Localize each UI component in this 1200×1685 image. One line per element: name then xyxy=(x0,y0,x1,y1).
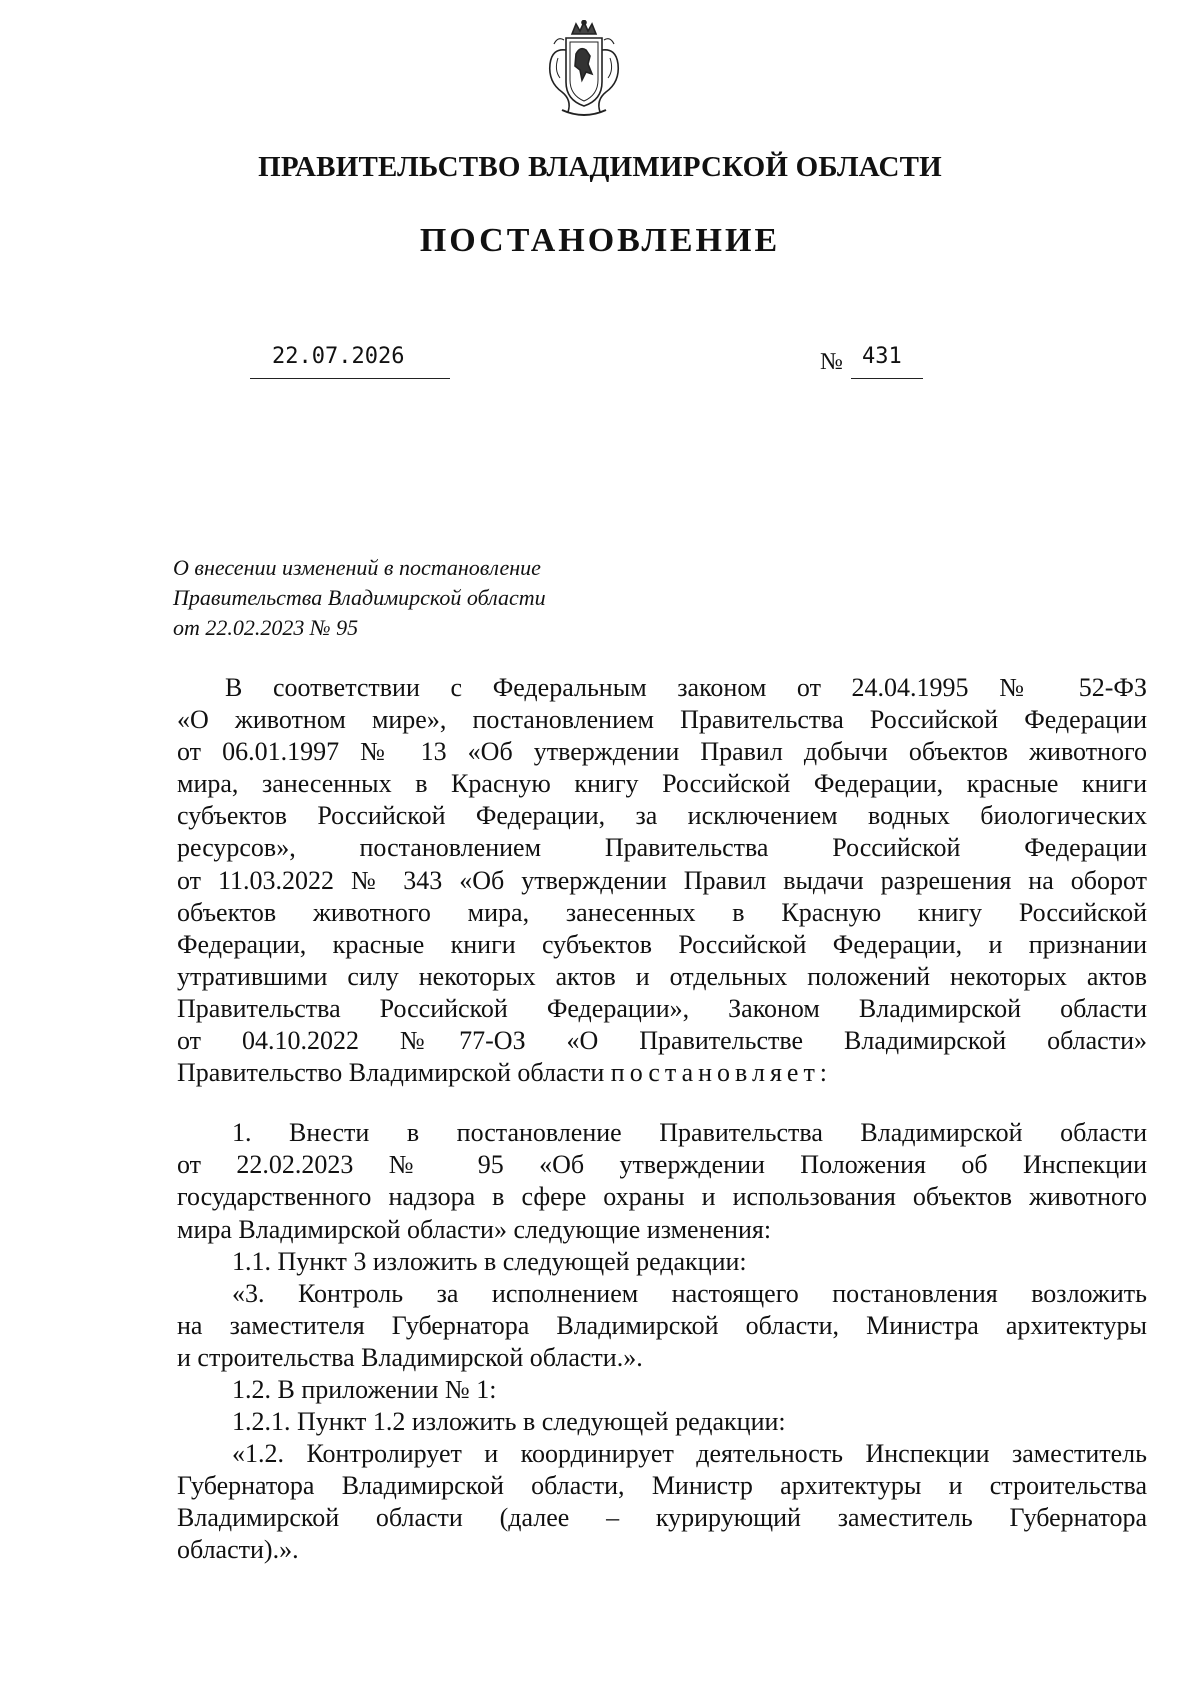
coat-of-arms-emblem xyxy=(542,20,626,122)
preamble-line: ресурсов», постановлением Правительства Российской Федерации xyxy=(177,833,1147,863)
preamble-line: мира, занесенных в Красную книгу Российской Федерации, красные книги xyxy=(177,769,1147,799)
document-body xyxy=(177,672,1147,1567)
number-value: 431 xyxy=(862,344,902,369)
point1-line: 1. Внести в постановление Правительства Владимирской области xyxy=(232,1118,1147,1148)
point1-2-line: «1.2. Контролирует и координирует деятельность Инспекции заместитель xyxy=(232,1439,1147,1469)
point1-2-line: Владимирской области (далее – курирующий заместитель Губернатора xyxy=(177,1503,1147,1533)
subject-block xyxy=(173,553,633,643)
subject-line: от 22.02.2023 № 95 xyxy=(173,615,359,640)
preamble-line: от 06.01.1997 № 13 «Об утверждении Правил добычи объектов животного xyxy=(177,737,1147,767)
point1-2-1-heading: 1.2.1. Пункт 1.2 изложить в следующей редакции: xyxy=(232,1407,786,1437)
preamble-line: от 11.03.2022 № 343 «Об утверждении Правил выдачи разрешения на оборот xyxy=(177,865,1147,895)
document-type-title: ПОСТАНОВЛЕНИЕ xyxy=(419,222,781,259)
preamble-line: утратившими силу некоторых актов и отдельных положений некоторых актов xyxy=(177,961,1147,991)
preamble-line: Правительства Российской Федерации», Законом Владимирской области xyxy=(177,993,1147,1023)
subject-line: Правительства Владимирской области xyxy=(173,585,546,610)
point1-line: от 22.02.2023 № 95 «Об утверждении Положения об Инспекции xyxy=(177,1150,1147,1180)
preamble-line: объектов животного мира, занесенных в Красную книгу Российской xyxy=(177,897,1147,927)
point1-2-line: Губернатора Владимирской области, Министр архитектуры и строительства xyxy=(177,1471,1147,1501)
point1-line: мира Владимирской области» следующие изменения: xyxy=(177,1214,772,1244)
preamble-line: субъектов Российской Федерации, за исключением водных биологических xyxy=(177,801,1147,831)
number-field xyxy=(851,340,923,379)
decree-word: постановляет: xyxy=(610,1058,833,1088)
point1-line: государственного надзора в сфере охраны и использования объектов животного xyxy=(177,1182,1147,1212)
point1-2-line: области).». xyxy=(177,1535,299,1565)
preamble-last-line xyxy=(177,1057,1147,1089)
preamble-line: «О животном мире», постановлением Правительства Российской Федерации xyxy=(177,705,1147,735)
preamble-last-text: Правительство Владимирской области xyxy=(177,1058,611,1088)
point1-1-line: на заместителя Губернатора Владимирской области, Министра архитектуры xyxy=(177,1310,1147,1340)
preamble-line: В соответствии с Федеральным законом от 24.04.1995 № 52-ФЗ xyxy=(225,673,1147,702)
point1-1-heading: 1.1. Пункт 3 изложить в следующей редакции: xyxy=(232,1246,747,1276)
government-name: ПРАВИТЕЛЬСТВО ВЛАДИМИРСКОЙ ОБЛАСТИ xyxy=(258,151,942,183)
subject-line: О внесении изменений в постановление xyxy=(173,555,541,580)
preamble-line: Федерации, красные книги субъектов Российской Федерации, и признании xyxy=(177,929,1147,959)
point1-1-line: «3. Контроль за исполнением настоящего постановления возложить xyxy=(232,1278,1147,1308)
date-value: 22.07.2026 xyxy=(272,344,405,369)
date-field xyxy=(250,340,450,379)
number-label: № xyxy=(820,349,843,375)
paragraph-gap xyxy=(177,1089,1147,1117)
point1-2-heading: 1.2. В приложении № 1: xyxy=(232,1374,497,1404)
point1-1-line: и строительства Владимирской области.». xyxy=(177,1342,643,1372)
preamble-line: от 04.10.2022 №77-ОЗ «О Правительстве Владимирской области» xyxy=(177,1026,1147,1056)
